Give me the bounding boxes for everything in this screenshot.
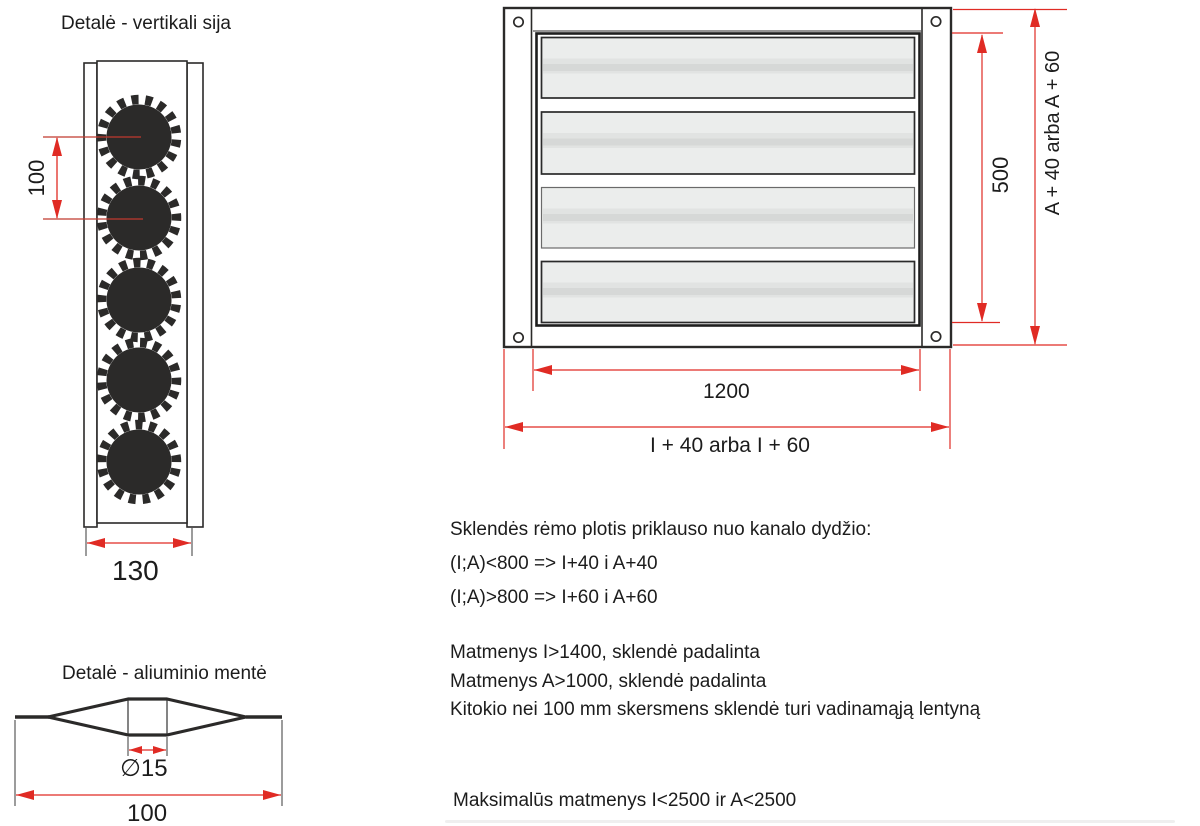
note-frame-rule (450, 513, 871, 615)
note-line: Matmenys I>1400, sklendė padalinta (450, 642, 761, 663)
note-line: Kitokio nei 100 mm skersmens sklendė turi vadinamąją lentyną (450, 699, 981, 720)
dimension-label-100-blade: 100 (127, 800, 168, 826)
screw-hole (514, 17, 523, 26)
damper-blade (542, 38, 915, 99)
dimension-label-d15: ∅15 (120, 755, 168, 782)
dimension-label-100: 100 (24, 159, 49, 197)
note-line: (I;A)>800 => I+60 i A+60 (450, 587, 658, 608)
screw-hole (931, 332, 940, 341)
dimension-130-lines (86, 528, 192, 556)
blade-lens-outline (48, 699, 246, 735)
dimension-label-130: 130 (112, 555, 159, 586)
note-line: Matmenys A>1000, sklendė padalinta (450, 670, 767, 692)
vertical-beam-drawing (43, 61, 203, 556)
dimension-label-outer-height: A + 40 arba A + 60 (1042, 50, 1064, 216)
note-split-rule (450, 639, 980, 725)
beam-detail-title: Detalė - vertikali sija (61, 13, 231, 34)
dimension-label-500: 500 (988, 156, 1013, 194)
note-line: (I;A)<800 => I+40 i A+40 (450, 553, 658, 574)
blade-profile-drawing (15, 699, 282, 806)
screw-hole (931, 17, 940, 26)
scan-artifact (445, 820, 1175, 823)
damper-blade (542, 262, 915, 323)
damper-blade (542, 188, 915, 249)
screw-hole (514, 333, 523, 342)
note-max-dimensions: Maksimalūs matmenys I<2500 ir A<2500 (453, 790, 797, 811)
note-line: Sklendės rėmo plotis priklauso nuo kanalo dydžio: (450, 519, 872, 540)
dimension-label-1200: 1200 (703, 380, 750, 403)
damper-front-view (504, 8, 1067, 449)
damper-blade (542, 112, 915, 174)
dimension-label-outer-width: I + 40 arba I + 60 (650, 434, 810, 457)
blade-detail-title: Detalė - aliuminio mentė (62, 663, 267, 684)
